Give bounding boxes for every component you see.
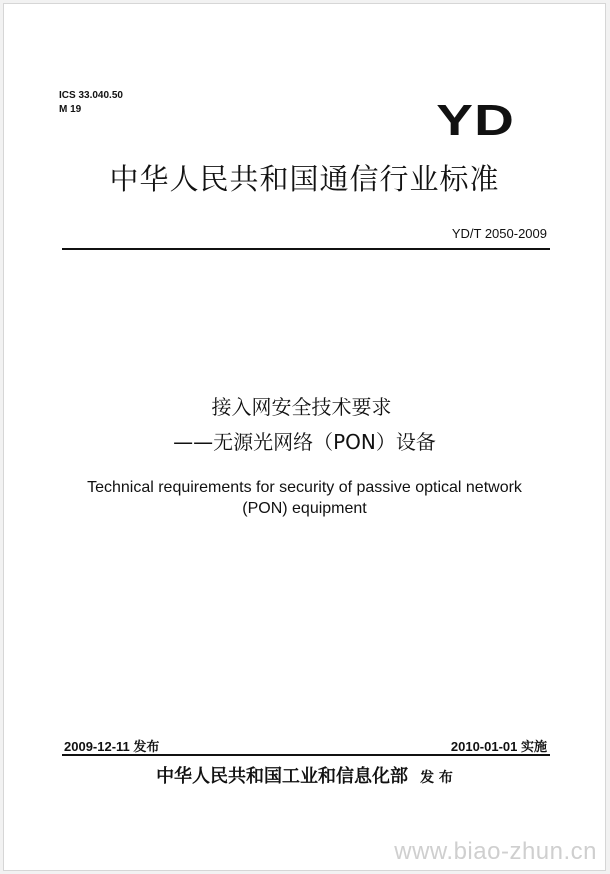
standard-number: YD/T 2050-2009 (451, 226, 547, 241)
implementation-date: 2010-01-01 实施 (450, 739, 547, 754)
english-title-line1: Technical requirements for security of passive optical network (87, 479, 522, 496)
top-divider (62, 248, 550, 250)
ics-code: ICS 33.040.50 (59, 90, 123, 101)
chinese-title-line1: 接入网安全技术要求 (211, 395, 392, 419)
standard-body-title: 中华人民共和国通信行业标准 (109, 162, 500, 196)
publisher-name: 中华人民共和国工业和信息化部 (156, 766, 409, 787)
english-title-line2: (PON) equipment (242, 500, 367, 517)
publisher-suffix: 发 布 (420, 770, 453, 786)
publisher (4, 765, 605, 790)
classification-codes (59, 89, 123, 117)
issue-date: 2009-12-11 发布 (64, 739, 160, 754)
site-watermark: www.biao-zhun.cn (394, 838, 597, 865)
yd-logo: YD (436, 96, 515, 145)
document-page (3, 3, 606, 871)
category-code: M 19 (59, 104, 82, 115)
chinese-title-line2: ——无源光网络（PON）设备 (173, 430, 436, 454)
bottom-divider (62, 754, 550, 756)
